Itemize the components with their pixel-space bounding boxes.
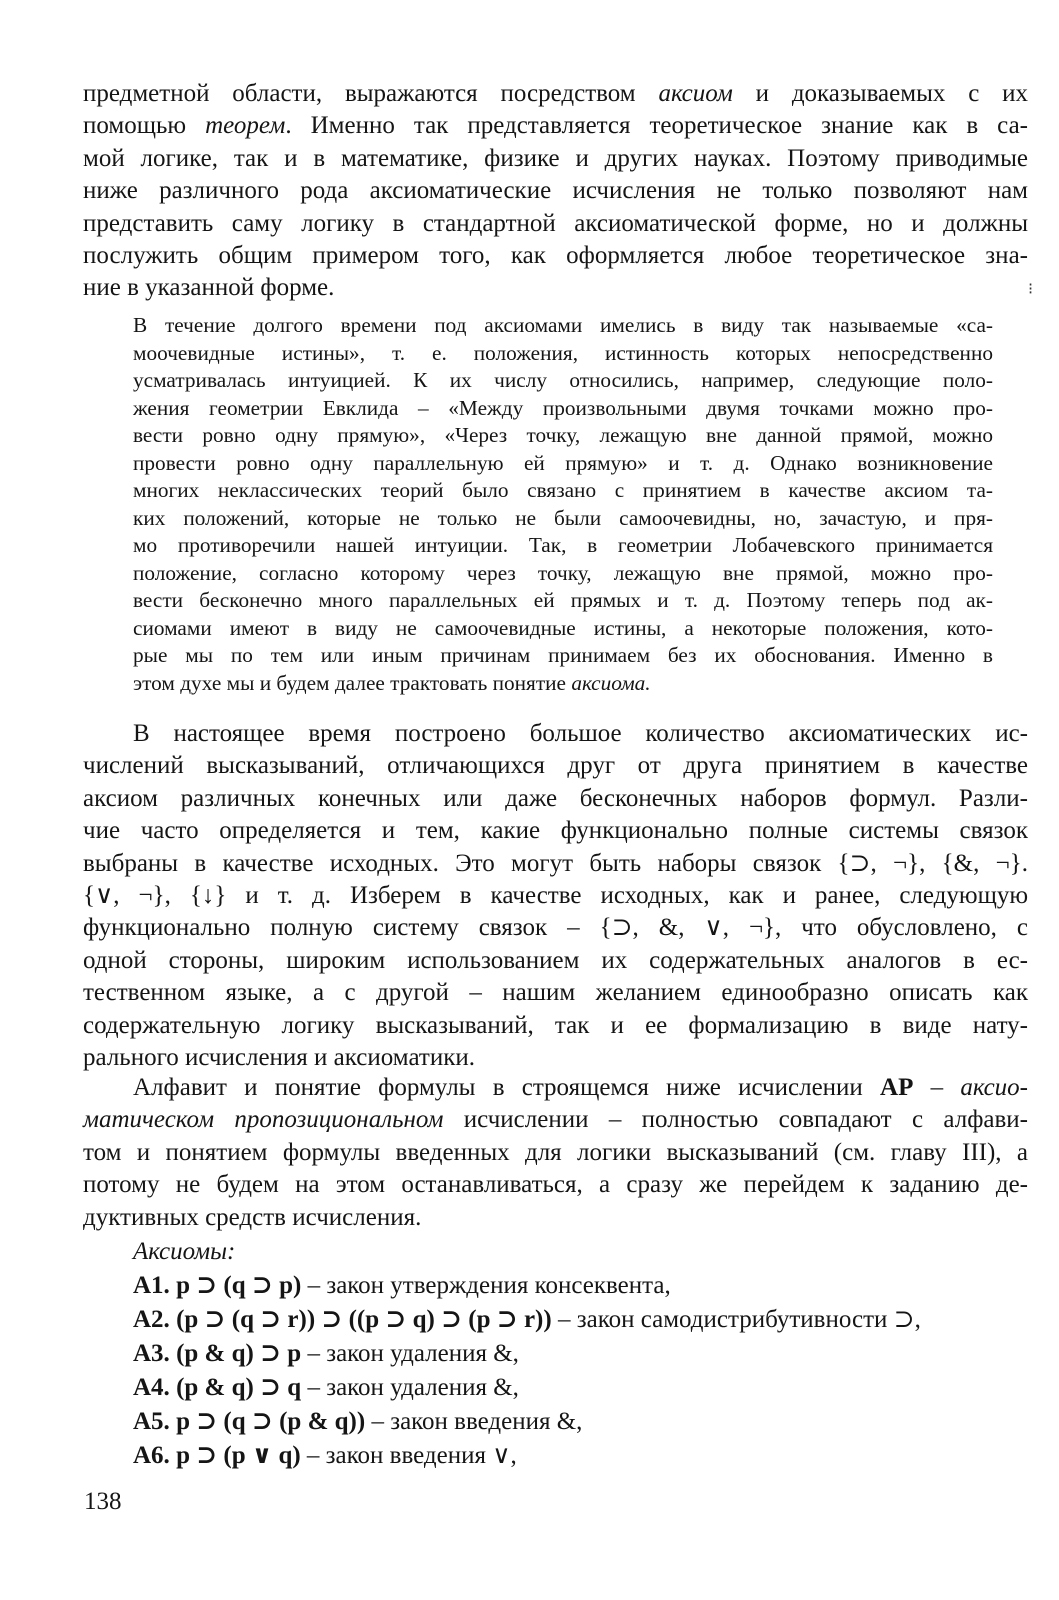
text-line: ние в указанной форме. xyxy=(83,274,335,302)
text-line: содержательную логику высказываний, так и ее формализацию в виде нату- xyxy=(83,1011,1028,1039)
text-line: рального исчисления и аксиоматики. xyxy=(83,1044,475,1072)
axiom-a1: А1. p ⊃ (q ⊃ p) – закон утверждения консеквента, xyxy=(133,1272,671,1299)
text-line: выбраны в качестве исходных. Это могут быть наборы связок {⊃, ¬}, {&, ¬}. xyxy=(83,849,1028,877)
text-line: усматривалась интуицией. К их числу относились, например, следующие поло- xyxy=(133,368,993,392)
text-line: {∨, ¬}, {↓} и т. д. Изберем в качестве исходных, как и ранее, следующую xyxy=(83,882,1028,910)
text-line: потому не будем на этом останавливаться, а сразу же перейдем к заданию де- xyxy=(83,1171,1028,1199)
paragraph-alphabet xyxy=(83,1072,1028,1234)
axiom-a3: А3. (p & q) ⊃ p – закон удаления &, xyxy=(133,1340,519,1367)
text-line: тественном языке, а с другой – нашим желанием единообразно описать как xyxy=(83,979,1028,1007)
text-line: В настоящее время построено большое количество аксиоматических ис- xyxy=(133,720,1028,747)
page-number: 138 xyxy=(84,1488,122,1515)
text-line: числений высказываний, отличающихся друг от друга принятием в качестве xyxy=(83,752,1028,780)
text-line: вести бесконечно много параллельных ей прямых и т. д. Поэтому теперь под ак- xyxy=(133,588,993,612)
text-line: провести ровно одну параллельную ей прямую» и т. д. Однако возникновение xyxy=(133,450,993,475)
text-line: Алфавит и понятие формулы в строящемся ниже исчислении АР – аксио- xyxy=(133,1074,1028,1101)
text-line: предметной области, выражаются посредством аксиом и доказываемых с их xyxy=(83,80,1028,107)
text-line: аксиом различных конечных или даже бесконечных наборов формул. Разли- xyxy=(83,784,1028,812)
text-line: жения геометрии Евклида – «Между произвольными двумя точками можно про- xyxy=(133,395,993,420)
text-line: мой логике, так и в математике, физике и других науках. Поэтому приводимые xyxy=(83,144,1028,172)
text-line: ниже различного рода аксиоматические исчисления не только позволяют нам xyxy=(83,177,1028,205)
axioms-heading: Аксиомы: xyxy=(133,1238,236,1265)
paragraph-calculi xyxy=(83,718,1028,1074)
margin-mark: ⁝ xyxy=(1028,281,1034,298)
text-line: сиомами имеют в виду не самоочевидные истины, а некоторые положения, кото- xyxy=(133,615,993,640)
text-line: помощью теорем. Именно так представляется теоретическое знание как в са- xyxy=(83,112,1028,140)
text-line: положение, согласно которому через точку, лежащую вне прямой, можно про- xyxy=(133,560,993,585)
text-line: моочевидные истины», т. е. положения, истинность которых непосредственно xyxy=(133,340,993,365)
text-line: функционально полную систему связок – {⊃, &, ∨, ¬}, что обусловлено, с xyxy=(83,914,1028,942)
text-line: этом духе мы и будем далее трактовать понятие аксиома. xyxy=(133,670,651,695)
text-line: матическом пропозициональном исчислении – полностью совпадают с алфави- xyxy=(83,1106,1028,1134)
axiom-a4: А4. (p & q) ⊃ q – закон удаления &, xyxy=(133,1374,519,1401)
small-print-note xyxy=(133,312,993,697)
axiom-a2: А2. (p ⊃ (q ⊃ r)) ⊃ ((p ⊃ q) ⊃ (p ⊃ r)) – закон самодистрибутивности ⊃, xyxy=(133,1306,921,1333)
text-line: одной стороны, широким использованием их содержательных аналогов в ес- xyxy=(83,946,1028,974)
text-line: представить саму логику в стандартной аксиоматической форме, но и должны xyxy=(83,209,1028,237)
text-line: дуктивных средств исчисления. xyxy=(83,1203,422,1231)
axiom-a6: А6. p ⊃ (p ∨ q) – закон введения ∨, xyxy=(133,1442,517,1469)
text-line: вести ровно одну прямую», «Через точку, лежащую вне данной прямой, можно xyxy=(133,423,993,447)
text-line: ких положений, которые не только не были самоочевидны, но, зачастую, и пря- xyxy=(133,505,993,530)
text-line: мо противоречили нашей интуиции. Так, в геометрии Лобачевского принимается xyxy=(133,533,993,557)
text-line: послужить общим примером того, как оформляется любое теоретическое зна- xyxy=(83,242,1028,270)
text-line: рые мы по тем или иным причинам принимаем без их обоснования. Именно в xyxy=(133,643,993,667)
axiom-a5: А5. p ⊃ (q ⊃ (p & q)) – закон введения &, xyxy=(133,1408,583,1435)
paragraph-intro xyxy=(83,78,1028,305)
text-line: том и понятием формулы введенных для логики высказываний (см. главу III), а xyxy=(83,1138,1028,1166)
text-line: многих неклассических теорий было связано с принятием в качестве аксиом та- xyxy=(133,478,993,502)
text-line: В течение долгого времени под аксиомами имелись в виду так называемые «са- xyxy=(133,313,993,337)
text-line: чие часто определяется и тем, какие функционально полные системы связок xyxy=(83,817,1028,845)
